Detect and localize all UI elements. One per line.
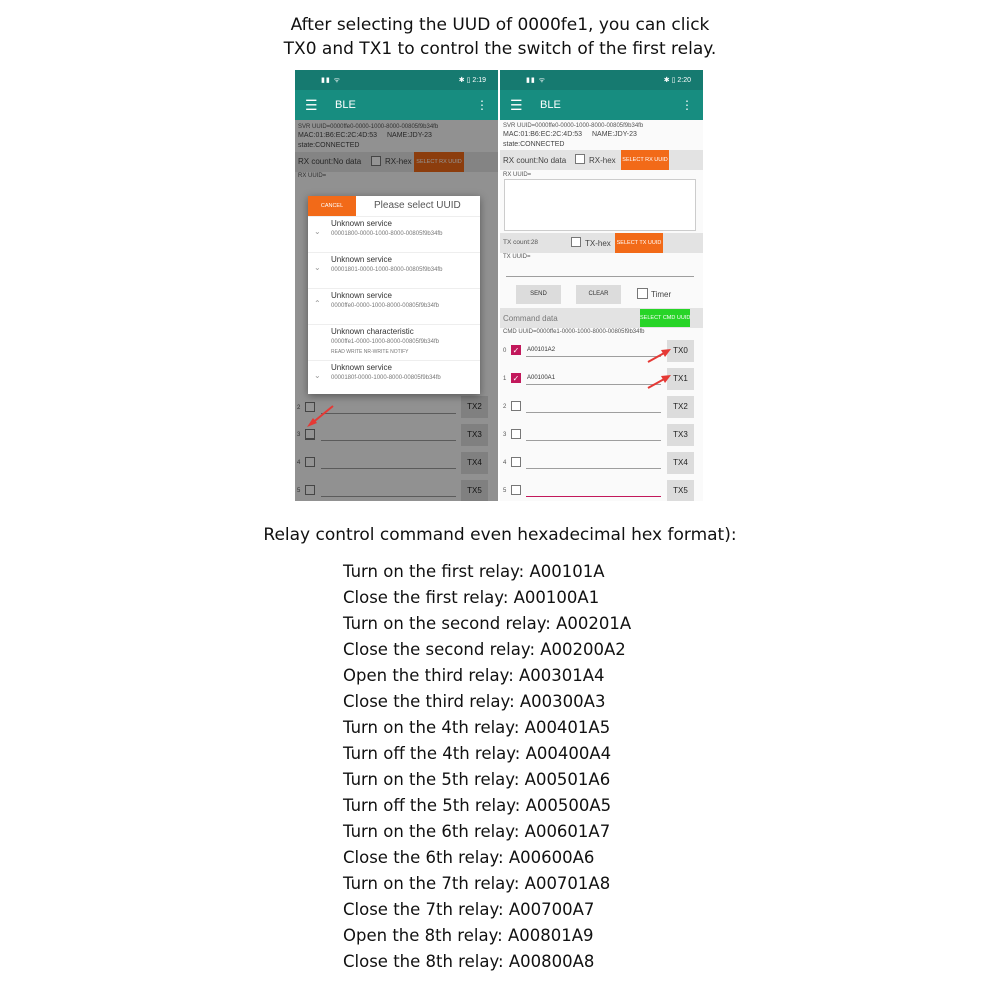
- command-item: Close the 6th relay: A00600A6: [343, 848, 595, 867]
- command-data-input[interactable]: Command data: [503, 314, 558, 323]
- row-4-checkbox[interactable]: [511, 457, 521, 467]
- connection-state: state:CONNECTED: [298, 142, 360, 149]
- command-item: Open the 8th relay: A00801A9: [343, 926, 594, 945]
- hamburger-menu-icon[interactable]: ☰: [510, 97, 523, 113]
- command-item: Turn off the 5th relay: A00500A5: [343, 796, 612, 815]
- timer-checkbox[interactable]: [637, 288, 648, 299]
- row-3-checkbox[interactable]: [511, 429, 521, 439]
- command-item: Turn on the 6th relay: A00601A7: [343, 822, 611, 841]
- select-uuid-dialog: [308, 196, 480, 394]
- row-1-checkbox[interactable]: ✓: [512, 374, 520, 383]
- status-time: ✱ ▯ 2:20: [663, 77, 691, 84]
- select-cmd-uuid-button[interactable]: SELECT CMD UUID: [640, 309, 690, 327]
- rx-count: RX count:No data: [503, 156, 567, 165]
- timer-label: Timer: [651, 290, 672, 299]
- row-0-value[interactable]: A00101A2: [527, 347, 556, 353]
- rx-hex-checkbox[interactable]: [575, 154, 585, 164]
- connection-state: state:CONNECTED: [503, 141, 565, 148]
- service-item-expanded[interactable]: ⌃ Unknown service 0000ffe0-0000-1000-8000-00805f9b34fb: [308, 288, 480, 324]
- rx-hex-label: RX-hex: [385, 157, 412, 166]
- mac-address: MAC:01:B6:EC:2C:4D:53: [503, 131, 582, 138]
- app-title: BLE: [540, 99, 561, 111]
- tx-input[interactable]: [506, 276, 694, 277]
- tx5-button[interactable]: TX5: [461, 480, 488, 501]
- command-item: Close the 7th relay: A00700A7: [343, 900, 595, 919]
- select-tx-uuid-button[interactable]: SELECT TX UUID: [615, 233, 663, 253]
- status-bar: [295, 70, 498, 90]
- rx-uuid: RX UUID=: [503, 172, 532, 178]
- mac-address: MAC:01:B6:EC:2C:4D:53: [298, 132, 377, 139]
- top-instruction-line-2: TX0 and TX1 to control the switch of the first relay.: [283, 39, 717, 59]
- tx-uuid: TX UUID=: [503, 254, 531, 260]
- status-time: ✱ ▯ 2:19: [458, 77, 486, 84]
- characteristic-item[interactable]: Unknown characteristic 0000ffe1-0000-1000-8000-00805f9b34fb READ WRITE NR-WRITE NOTIFY: [308, 324, 480, 360]
- command-item: Turn on the first relay: A00101A: [343, 562, 605, 581]
- app-bar: [500, 90, 703, 120]
- rx-uuid: RX UUID=: [298, 173, 327, 179]
- tx4-button[interactable]: TX4: [461, 452, 488, 474]
- top-instruction: [0, 13, 1000, 61]
- command-item: Turn on the 5th relay: A00501A6: [343, 770, 611, 789]
- characteristic-properties: READ WRITE NR-WRITE NOTIFY: [331, 349, 409, 355]
- left-phone-screenshot: ▮▮ ᯤ ✱ ▯ 2:19 ☰ BLE ⋮ SVR UUID=0000ffe0-0000-1000-8000-00805f9b34fb MAC:01:B6:EC:2C:4D:53 NAME:JDY-23 state:CONNECTED RX count:No data RX-hex SELECT RX UUID RX UUID= 2 TX2 3 TX3 4 TX4 5 TX5 CANCEL Please select UUID ⌄ Unknown service 00001800-0000-1000-8000-00805f9b34fb ⌄ Unknown service 00001801-0000-1000-8000-00805f9b34fb ⌃ Unknown service 0000ffe0-0000-1000-8000-00805f9b34fb Unknown characteristic 0000ffe1-0000-1000-8000-00805f9b34fb READ WRITE NR-WRITE NOTIFY ⌄ Unknown service 0000180f-0000-1000-8000-00805f9b34fb: [295, 70, 498, 501]
- rx-hex-label: RX-hex: [589, 156, 616, 165]
- tx3-button[interactable]: TX3: [667, 424, 694, 446]
- cancel-button[interactable]: CANCEL: [308, 196, 356, 216]
- command-item: Turn on the 4th relay: A00401A5: [343, 718, 611, 737]
- svr-uuid: SVR UUID=0000ffe0-0000-1000-8000-00805f9b34fb: [503, 123, 644, 129]
- command-item: Close the third relay: A00300A3: [343, 692, 606, 711]
- right-phone-screenshot: ▮▮ ᯤ ✱ ▯ 2:20 ☰ BLE ⋮ SVR UUID=0000ffe0-0000-1000-8000-00805f9b34fb MAC:01:B6:EC:2C:4D:53 NAME:JDY-23 state:CONNECTED RX count:No data RX-hex SELECT RX UUID RX UUID= TX count:28 TX-hex SELECT TX UUID TX UUID= SEND CLEAR Timer Command data SELECT CMD UUID CMD UUID=0000ffe1-0000-1000-8000-00805f9b34fb 0 ✓ A00101A2 TX0 1 ✓ A00100A1 TX1 2 TX2 3 TX3 4 TX4 5 TX5: [500, 70, 703, 501]
- service-item[interactable]: ⌄ Unknown service 00001800-0000-1000-8000-00805f9b34fb: [308, 216, 480, 252]
- tx3-button[interactable]: TX3: [461, 424, 488, 446]
- command-item: Open the third relay: A00301A4: [343, 666, 605, 685]
- tx1-button[interactable]: TX1: [667, 368, 694, 390]
- signal-icon: ▮▮ ᯤ: [321, 77, 342, 84]
- row-1-value[interactable]: A00100A1: [527, 375, 556, 381]
- hamburger-menu-icon[interactable]: ☰: [305, 97, 318, 113]
- select-rx-uuid-button[interactable]: SELECT RX UUID: [414, 152, 464, 172]
- app-bar: [295, 90, 498, 120]
- more-options-icon[interactable]: ⋮: [681, 98, 693, 112]
- command-item: Turn off the 4th relay: A00400A4: [343, 744, 612, 763]
- tx0-button[interactable]: TX0: [667, 340, 694, 362]
- app-title: BLE: [335, 99, 356, 111]
- tx2-button[interactable]: TX2: [667, 396, 694, 418]
- rx-data-area[interactable]: [504, 179, 696, 231]
- chevron-down-icon: ⌄: [314, 263, 321, 272]
- more-options-icon[interactable]: ⋮: [476, 98, 488, 112]
- svr-uuid: SVR UUID=0000ffe0-0000-1000-8000-00805f9b34fb: [298, 124, 439, 130]
- relay-command-list: [343, 559, 843, 975]
- tx2-button[interactable]: TX2: [461, 396, 488, 418]
- chevron-up-icon: ⌃: [314, 299, 321, 308]
- row-0-checkbox[interactable]: ✓: [512, 346, 520, 355]
- red-arrow-icon: [305, 403, 335, 429]
- row-5-checkbox[interactable]: [511, 485, 521, 495]
- cmd-uuid: CMD UUID=0000ffe1-0000-1000-8000-00805f9b34fb: [503, 329, 645, 335]
- command-item: Turn on the 7th relay: A00701A8: [343, 874, 611, 893]
- tx-hex-label: TX-hex: [585, 239, 611, 248]
- command-item: Close the 8th relay: A00800A8: [343, 952, 595, 971]
- service-item[interactable]: ⌄ Unknown service 0000180f-0000-1000-8000-00805f9b34fb: [308, 360, 480, 396]
- top-instruction-line-1: After selecting the UUD of 0000fe1, you can click: [290, 15, 710, 35]
- signal-icon: ▮▮ ᯤ: [526, 77, 547, 84]
- command-item: Turn on the second relay: A00201A: [343, 614, 632, 633]
- device-name: NAME:JDY-23: [592, 131, 637, 138]
- tx4-button[interactable]: TX4: [667, 452, 694, 474]
- select-rx-uuid-button[interactable]: SELECT RX UUID: [621, 150, 669, 170]
- command-item: Close the second relay: A00200A2: [343, 640, 626, 659]
- relay-command-heading: Relay control command even hexadecimal hex format):: [263, 525, 737, 545]
- chevron-down-icon: ⌄: [314, 227, 321, 236]
- red-arrow-icon: [646, 374, 672, 390]
- dialog-title: Please select UUID: [374, 200, 461, 211]
- command-item: Close the first relay: A00100A1: [343, 588, 600, 607]
- clear-button[interactable]: CLEAR: [576, 285, 621, 304]
- service-item[interactable]: ⌄ Unknown service 00001801-0000-1000-8000-00805f9b34fb: [308, 252, 480, 288]
- tx-hex-checkbox[interactable]: [571, 237, 581, 247]
- tx-count: TX count:28: [503, 239, 539, 246]
- tx5-button[interactable]: TX5: [667, 480, 694, 501]
- chevron-down-icon: ⌄: [314, 371, 321, 380]
- send-button[interactable]: SEND: [516, 285, 561, 304]
- red-arrow-icon: [646, 348, 672, 364]
- row-2-checkbox[interactable]: [511, 401, 521, 411]
- status-bar: [500, 70, 703, 90]
- device-name: NAME:JDY-23: [387, 132, 432, 139]
- rx-count: RX count:No data: [298, 157, 362, 166]
